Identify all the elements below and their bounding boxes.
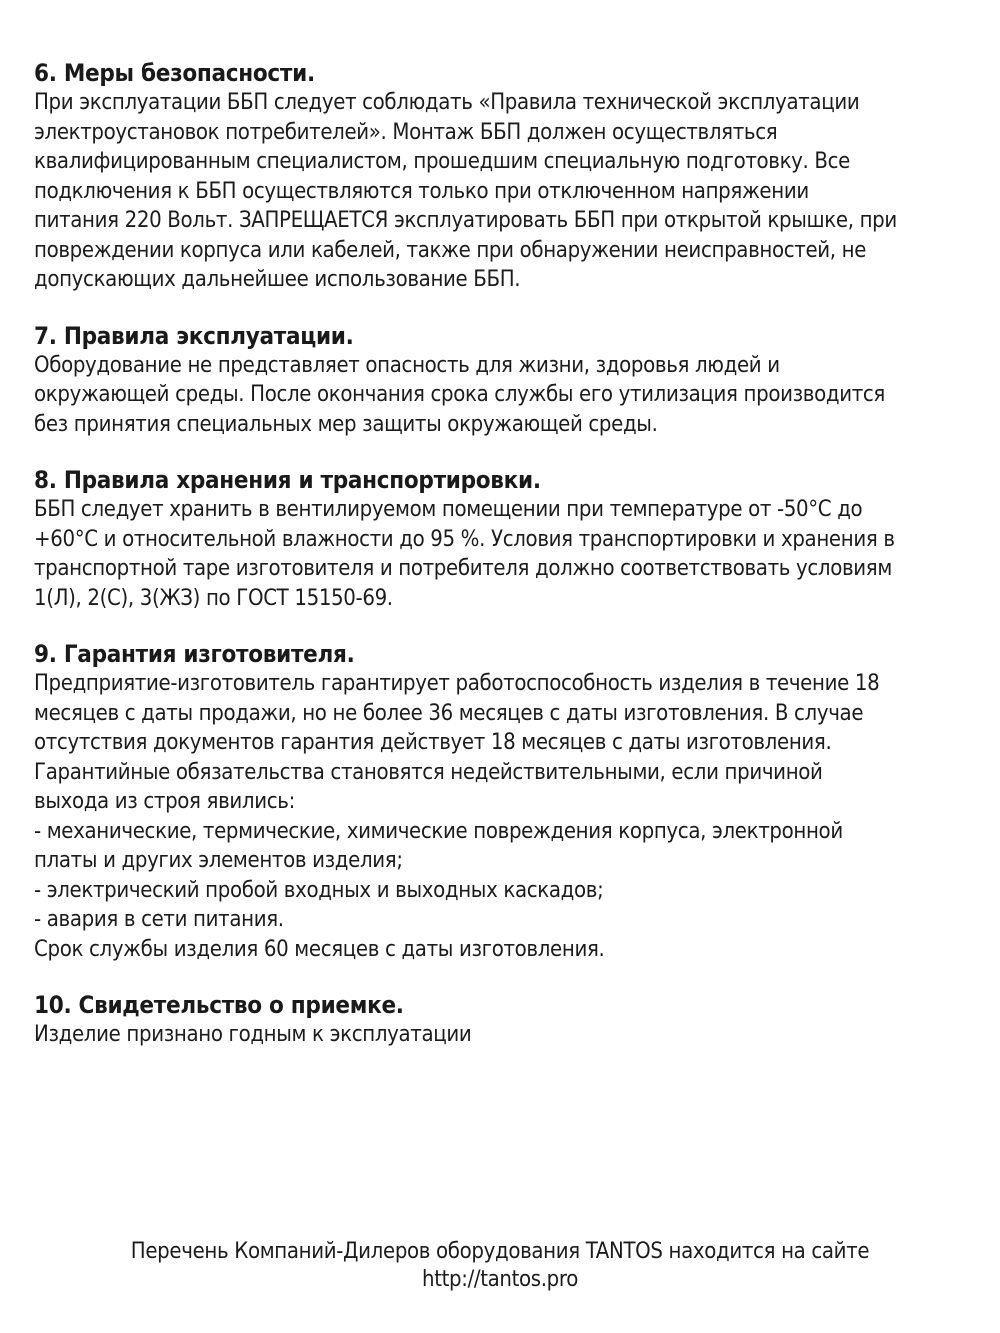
footer-dealers-text: Перечень Компаний-Дилеров оборудования TANTOS находится на сайте — [130, 1239, 870, 1264]
text-line: допускающих дальнейшее использование ББП. — [34, 267, 521, 292]
text-line: месяцев с даты продажи, но не более 36 месяцев с даты изготовления. В случае — [34, 700, 864, 726]
section-body — [34, 351, 974, 440]
text-line: Изделие признано годным к эксплуатации — [34, 1022, 472, 1047]
footer — [0, 1238, 1000, 1294]
text-line: +60°С и относительной влажности до 95 %. Условия транспортировки и хранения в — [34, 526, 895, 552]
text-line: При эксплуатации ББП следует соблюдать «Правила технической эксплуатации — [34, 90, 860, 115]
text-line: питания 220 Вольт. ЗАПРЕЩАЕТСЯ эксплуатировать ББП при открытой крышке, при — [34, 208, 897, 233]
section-body — [34, 88, 974, 295]
text-line: подключения к ББП осуществляются только при отключенном напряжении — [34, 178, 809, 204]
text-line: ББП следует хранить в вентилируемом помещении при температуре от -50°С до — [34, 497, 863, 522]
document-content — [34, 58, 974, 1076]
section-storage-transport — [34, 465, 974, 613]
text-line: выхода из строя явились: — [34, 789, 295, 814]
section-operation-rules — [34, 321, 974, 440]
text-line: транспортной таре изготовителя и потребителя должно соответствовать условиям — [34, 556, 892, 581]
text-line: без принятия специальных мер защиты окружающей среды. — [34, 411, 658, 437]
section-safety — [34, 58, 974, 295]
section-title: 8. Правила хранения и транспортировки. — [34, 466, 541, 494]
text-line: Срок службы изделия 60 месяцев с даты изготовления. — [34, 936, 605, 962]
text-line: Гарантийные обязательства становятся недействительными, если причиной — [34, 759, 823, 785]
section-body — [34, 669, 974, 964]
footer-website-link[interactable]: http://tantos.pro — [422, 1267, 578, 1292]
section-warranty — [34, 639, 974, 964]
text-line: квалифицированным специалистом, прошедшим специальную подготовку. Все — [34, 149, 850, 174]
section-body — [34, 495, 974, 613]
text-line: окружающей среды. После окончания срока службы его утилизация производится — [34, 382, 885, 407]
section-title: 7. Правила эксплуатации. — [34, 321, 354, 350]
section-title: 10. Свидетельство о приемке. — [34, 991, 404, 1019]
text-line: платы и других элементов изделия; — [34, 848, 403, 873]
text-line: Предприятие-изготовитель гарантирует работоспособность изделия в течение 18 — [34, 671, 880, 696]
text-line: Оборудование не представляет опасность для жизни, здоровья людей и — [34, 352, 780, 378]
section-body — [34, 1020, 974, 1050]
text-line: - механические, термические, химические повреждения корпуса, электронной — [34, 818, 843, 844]
section-title: 9. Гарантия изготовителя. — [34, 640, 355, 668]
text-line: повреждении корпуса или кабелей, также при обнаружении неисправностей, не — [34, 237, 867, 263]
text-line: электроустановок потребителей». Монтаж ББП должен осуществляться — [34, 119, 778, 145]
section-acceptance-certificate — [34, 990, 974, 1050]
text-line: отсутствия документов гарантия действует 18 месяцев с даты изготовления. — [34, 730, 832, 755]
text-line: - электрический пробой входных и выходных каскадов; — [34, 877, 604, 903]
text-line: - авария в сети питания. — [34, 907, 284, 932]
text-line: 1(Л), 2(С), 3(ЖЗ) по ГОСТ 15150-69. — [34, 585, 393, 611]
section-title: 6. Меры безопасности. — [34, 59, 315, 87]
